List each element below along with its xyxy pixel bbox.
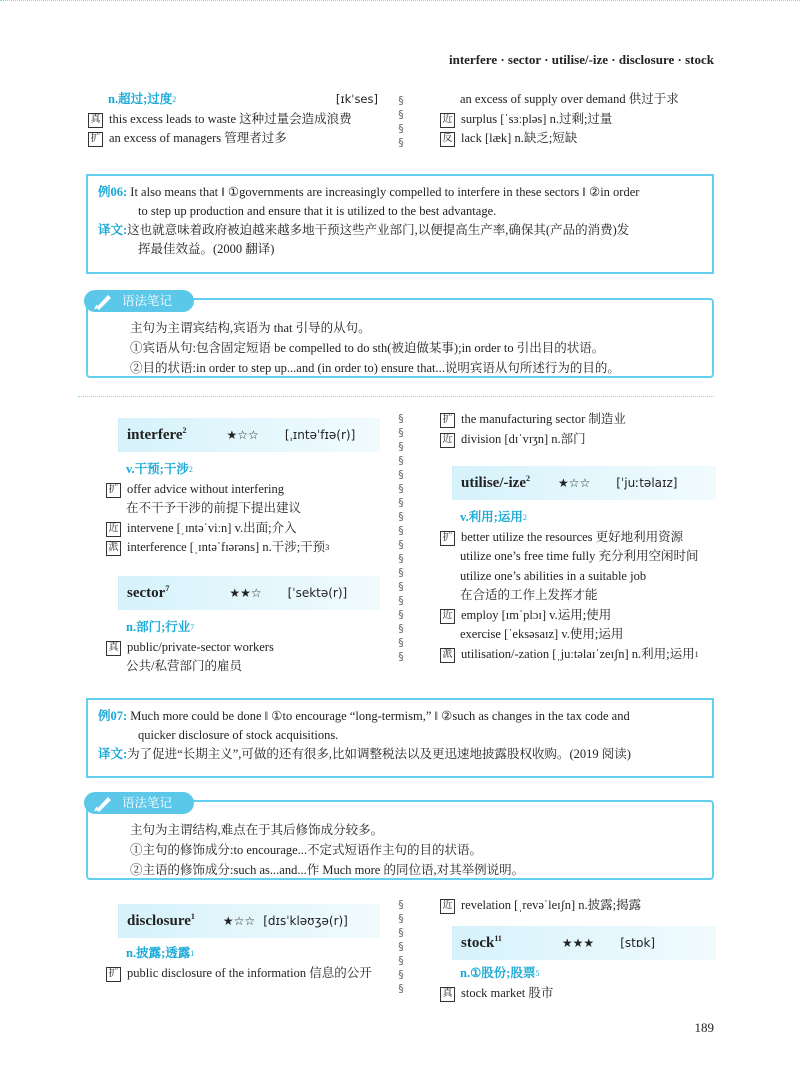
headword: disclosure$^1$ xyxy=(127,912,195,929)
grammar-line: 主句为主谓宾结构,宾语为 that 引导的从句。 xyxy=(130,321,371,335)
example-06 xyxy=(86,174,714,274)
phonetic: [dɪsˈkləʊʒə(r)] xyxy=(263,914,348,928)
list-item: 扩 offer advice without interfering xyxy=(106,480,396,500)
pos-label: n.①股份;股票 xyxy=(460,966,536,980)
tag-icon: 派 xyxy=(106,541,121,556)
pos-label: v.干预;干涉 xyxy=(126,462,189,476)
disclosure-entries: n.披露;透露 1 扩 public disclosure of the information 信息的公开 xyxy=(106,944,396,983)
list-item: 扩 the manufacturing sector 制造业 xyxy=(440,410,730,430)
pos-label: n.披露;透露 xyxy=(126,946,191,960)
example-sentence-line1: It also means that ‖ ①governments are increasingly compelled to interfere in these sectors ‖ ②in order xyxy=(130,185,640,199)
example-sentence-line2: quicker disclosure of stock acquisitions. xyxy=(138,728,339,742)
list-item: an excess of supply over demand 供过于求 xyxy=(460,92,679,106)
column-divider: § § § § xyxy=(398,94,404,149)
headword: stock$^{11}$ xyxy=(461,934,502,951)
word-header-interfere xyxy=(118,418,380,452)
word-header-stock xyxy=(452,926,716,960)
column-divider: § § § § § § § § § § § § § § § § § § xyxy=(398,412,404,663)
star-rating: ★☆☆ xyxy=(557,476,591,490)
example-label: 例07: xyxy=(98,709,128,723)
list-item: 公共/私营部门的雇员 xyxy=(126,659,242,673)
tag-icon: 派 xyxy=(440,648,455,663)
example-label: 例06: xyxy=(98,185,128,199)
column-divider: § § § § § § § xyxy=(398,898,404,995)
list-item: 真 public/private-sector workers xyxy=(106,638,396,658)
tag-icon: 近 xyxy=(440,433,455,448)
word-header-disclosure xyxy=(118,904,380,938)
star-rating: ★★☆ xyxy=(229,586,262,600)
grammar-line: ①主句的修饰成分:to encourage...不定式短语作主句的目的状语。 xyxy=(130,843,483,857)
list-item: 派 interference [ˌɪntəˈfɪərəns] n.干涉;干预 3 xyxy=(106,538,396,558)
grammar-note-tab: 语法笔记 xyxy=(84,290,194,312)
pen-icon xyxy=(94,292,114,310)
headword: utilise/-ize$^2$ xyxy=(461,474,530,491)
tag-icon: 真 xyxy=(88,113,103,128)
example-sentence-line1: Much more could be done ‖ ①to encourage “long-termism,” ‖ ②such as changes in the tax code and xyxy=(130,709,630,723)
word-header-utilise xyxy=(452,466,716,500)
list-item: 在合适的工作上发挥才能 xyxy=(460,588,598,602)
translation-line1: 为了促进“长期主义”,可做的还有很多,比如调整税法以及更迅速地披露股权收购。(2019 阅读) xyxy=(127,747,631,761)
star-rating: ★☆☆ xyxy=(222,914,256,928)
list-item: utilize one’s free time fully 充分利用空闲时间 xyxy=(460,549,699,563)
example-sentence-line2: to step up production and ensure that it is utilized to the best advantage. xyxy=(138,204,497,218)
translation-label: 译文: xyxy=(98,747,128,761)
phonetic: [stɒk] xyxy=(620,936,656,950)
tag-icon: 近 xyxy=(440,899,455,914)
list-item: 扩 public disclosure of the information 信息的公开 xyxy=(106,964,396,984)
list-item: utilize one’s abilities in a suitable job xyxy=(460,568,647,583)
phonetic: [ˈjuːtəlaɪz] xyxy=(616,476,678,490)
page-number: 189 xyxy=(694,1020,714,1035)
grammar-line: ①宾语从句:包含固定短语 be compelled to do sth(被迫做某事);in order to 引出目的状语。 xyxy=(130,341,605,355)
section-separator xyxy=(78,396,714,397)
grammar-line: 主句为主谓结构,难点在于其后修饰成分较多。 xyxy=(130,823,384,837)
example-07 xyxy=(86,698,714,778)
tag-icon: 近 xyxy=(440,113,455,128)
tag-icon: 扩 xyxy=(440,531,455,546)
bottom-right-entries xyxy=(440,896,730,916)
word-header-sector xyxy=(118,576,380,610)
translation-line2: 挥最佳效益。(2000 翻译) xyxy=(138,242,275,256)
list-item: 扩 better utilize the resources 更好地利用资源 xyxy=(440,528,750,548)
list-item: 近 intervene [ˌɪntəˈviːn] v.出面;介入 xyxy=(106,519,396,539)
list-item: 反 lack [læk] n.缺乏;短缺 xyxy=(440,129,720,149)
phonetic: [ˌɪntəˈfɪə(r)] xyxy=(284,428,356,442)
tag-icon: 近 xyxy=(106,522,121,537)
interfere-entries: v.干预;干涉 2 扩 offer advice without interfering 在不干予干涉的前提下提出建议 近 intervene [ˌɪntəˈviːn] v.出面;介入 派 interference [ˌɪntəˈfɪərəns] n.干涉;干预 3 xyxy=(106,460,396,558)
translation-line1: 这也就意味着政府被迫越来越多地干预这些产业部门,以便提高生产率,确保其(产品的消费)发 xyxy=(127,223,630,237)
tag-icon: 扩 xyxy=(440,413,455,428)
running-header: interfere · sector · utilise/-ize · disclosure · stock xyxy=(448,52,714,67)
list-item: 派 utilisation/-zation [ˌjuːtəlaɪˈzeɪʃn] n.利用;运用 1 xyxy=(440,645,750,665)
list-item: 近 division [dɪˈvɪʒn] n.部门 xyxy=(440,430,730,450)
headword: sector$^7$ xyxy=(127,584,170,601)
pos-label: n.超过;过度 xyxy=(108,92,173,106)
grammar-note-body xyxy=(130,820,524,880)
list-item: 扩 an excess of managers 管理者过多 xyxy=(88,129,378,149)
list-item: 真 this excess leads to waste 这种过量会造成浪费 xyxy=(88,110,378,130)
list-item: 在不干予干涉的前提下提出建议 xyxy=(126,501,302,515)
headword: interfere$^2$ xyxy=(127,426,187,443)
sector-entries: n.部门;行业 7 真 public/private-sector workers 公共/私营部门的雇员 xyxy=(106,618,396,677)
tag-icon: 真 xyxy=(440,987,455,1002)
header-rule xyxy=(0,0,800,1)
list-item: 近 surplus [ˈsɜːpləs] n.过剩;过量 xyxy=(440,110,720,130)
grammar-line: ②目的状语:in order to step up...and (in order to) ensure that...说明宾语从句所述行为的目的。 xyxy=(130,361,620,375)
grammar-note-tab: 语法笔记 xyxy=(84,792,194,814)
phonetic: [ˈsektə(r)] xyxy=(287,586,348,600)
pos-label: v.利用;运用 xyxy=(460,510,523,524)
stock-entries: n.①股份;股票 5 真 stock market 股市 xyxy=(440,964,730,1003)
list-item: 近 employ [ɪmˈplɔɪ] v.运用;使用 xyxy=(440,606,750,626)
translation-label: 译文: xyxy=(98,223,128,237)
tag-icon: 反 xyxy=(440,132,455,147)
phonetic: [ɪkˈses] xyxy=(335,92,378,106)
tag-icon: 扩 xyxy=(106,483,121,498)
list-item: 近 revelation [ˌrevəˈleɪʃn] n.披露;揭露 xyxy=(440,896,730,916)
tag-icon: 真 xyxy=(106,641,121,656)
star-rating: ★☆☆ xyxy=(226,428,259,442)
tag-icon: 扩 xyxy=(88,132,103,147)
pos-label: n.部门;行业 xyxy=(126,620,191,634)
top-right-entries xyxy=(440,90,720,149)
star-rating: ★★★ xyxy=(561,936,595,950)
utilise-entries: v.利用;运用 2 扩 better utilize the resources 更好地利用资源 utilize one’s free time fully 充分利用空闲时间 utilize one’s abilities in a suitable job 在合适的工作上发挥才能 近 employ [ɪmˈplɔɪ] v.运用;使用 exercise [ˈeksəsaɪz] v.使用;运用 派 utilisation/-zation [ˌjuːtəlaɪˈzeɪʃn] n.利用;运用 1 xyxy=(440,508,750,664)
pen-icon xyxy=(94,794,114,812)
mid-right-entries xyxy=(440,410,730,449)
top-left-entries xyxy=(90,90,378,149)
tag-icon: 扩 xyxy=(106,967,121,982)
grammar-note-body xyxy=(130,318,620,378)
grammar-line: ②主语的修饰成分:such as...and...作 Much more 的同位语,对其举例说明。 xyxy=(130,863,525,877)
excess-pos-line: n.超过;过度 2 [ɪkˈses] xyxy=(108,90,378,110)
list-item: 真 stock market 股市 xyxy=(440,984,730,1004)
list-item: exercise [ˈeksəsaɪz] v.使用;运用 xyxy=(460,627,624,641)
tag-icon: 近 xyxy=(440,609,455,624)
